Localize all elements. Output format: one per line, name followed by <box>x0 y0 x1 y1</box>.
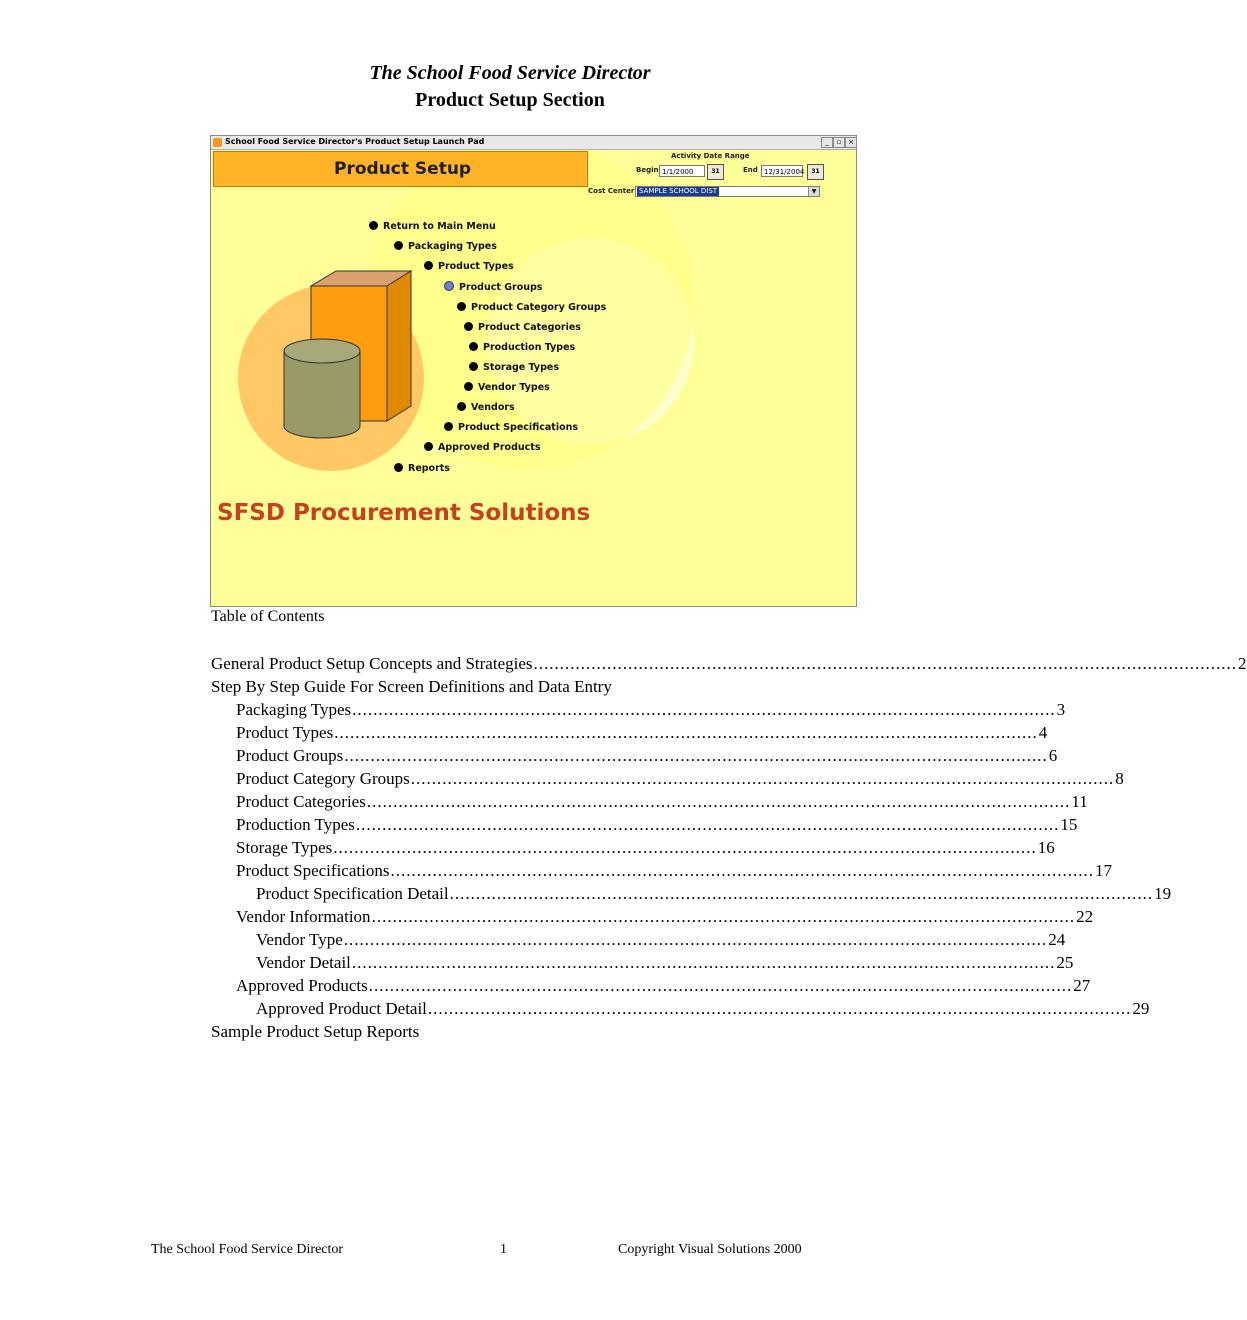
footer-right: Copyright Visual Solutions 2000 <box>618 1242 802 1257</box>
bullet-icon <box>469 362 478 371</box>
toc-entry[interactable]: Product Groups ...................................................................................................................................... 6 <box>236 746 1058 765</box>
brand-logo-text: SFSD Procurement Solutions <box>217 500 591 526</box>
footer-page-number: 1 <box>500 1242 507 1257</box>
product-setup-header <box>213 151 588 187</box>
begin-label: Begin <box>636 166 659 174</box>
toc-entry[interactable]: Approved Product Detail ...................................................................................................................................... 29 <box>256 999 1150 1018</box>
menu-item-product-categories[interactable]: Product Categories <box>464 322 581 333</box>
bullet-icon <box>424 442 433 451</box>
bullet-icon <box>457 302 466 311</box>
toc-entry[interactable]: Packaging Types ...................................................................................................................................... 3 <box>236 700 1066 719</box>
minimize-button[interactable]: _ <box>821 137 833 148</box>
toc-leader: ...................................................................................................................................... <box>344 746 1048 765</box>
toc-entry[interactable]: Sample Product Setup Reports <box>211 1022 420 1041</box>
menu-item-product-groups[interactable]: Product Groups <box>444 281 542 293</box>
toc-entry[interactable]: Product Specification Detail ...................................................................................................................................... 19 <box>256 884 1172 903</box>
toc-leader: ...................................................................................................................................... <box>334 723 1038 742</box>
bullet-icon-selected <box>444 281 454 291</box>
toc-heading: Table of Contents <box>211 608 325 625</box>
end-calendar-button[interactable]: 31 <box>807 164 824 180</box>
toc-leader: ...................................................................................................................................... <box>352 700 1056 719</box>
menu-item-vendor-types[interactable]: Vendor Types <box>464 382 550 393</box>
app-window-screenshot <box>210 135 857 607</box>
document-title: The School Food Service Director <box>369 62 651 84</box>
bullet-icon <box>394 241 403 250</box>
toc-leader: ...................................................................................................................................... <box>533 654 1238 673</box>
toc-entry[interactable]: Vendor Type ...................................................................................................................................... 24 <box>256 930 1066 949</box>
bullet-icon <box>394 463 403 472</box>
box-and-cylinder-icon <box>281 261 451 461</box>
cost-center-select[interactable] <box>635 186 820 197</box>
toc-entry[interactable]: Production Types ...................................................................................................................................... 15 <box>236 815 1078 834</box>
bullet-icon <box>424 261 433 270</box>
activity-date-range-label: Activity Date Range <box>671 152 750 160</box>
toc-entry[interactable]: Vendor Detail ...................................................................................................................................... 25 <box>256 953 1074 972</box>
product-setup-title: Product Setup <box>334 159 472 179</box>
app-window-title: School Food Service Director's Product Setup Launch Pad <box>225 137 485 146</box>
menu-item-reports[interactable]: Reports <box>394 463 450 474</box>
toc-leader: ...................................................................................................................................... <box>343 930 1048 949</box>
menu-item-storage-types[interactable]: Storage Types <box>469 362 559 373</box>
toc-entry[interactable]: Step By Step Guide For Screen Definitions and Data Entry <box>211 677 612 696</box>
bullet-icon <box>464 382 473 391</box>
toc-entry[interactable]: Product Specifications ...................................................................................................................................... 17 <box>236 861 1112 880</box>
menu-item-production-types[interactable]: Production Types <box>469 342 575 353</box>
end-label: End <box>743 166 758 174</box>
toc-leader: ...................................................................................................................................... <box>427 999 1132 1018</box>
toc-entry[interactable]: Product Categories ...................................................................................................................................... 11 <box>236 792 1088 811</box>
chevron-down-icon[interactable]: ▼ <box>808 187 819 196</box>
toc-entry[interactable]: Product Category Groups ...................................................................................................................................... 8 <box>236 769 1124 788</box>
toc-entry[interactable]: Vendor Information ...................................................................................................................................... 22 <box>236 907 1094 926</box>
toc-leader: ...................................................................................................................................... <box>390 861 1094 880</box>
toc-leader: ...................................................................................................................................... <box>366 792 1071 811</box>
app-icon <box>213 138 222 147</box>
toc-entry[interactable]: General Product Setup Concepts and Strategies ...................................................................................................................................... 2 <box>211 654 1247 673</box>
end-date-input[interactable]: 12/31/2004 <box>761 165 803 177</box>
toc-leader: ...................................................................................................................................... <box>333 838 1037 857</box>
bullet-icon <box>369 221 378 230</box>
toc-entry[interactable]: Product Types ...................................................................................................................................... 4 <box>236 723 1048 742</box>
menu-item-product-types[interactable]: Product Types <box>424 261 514 272</box>
menu-item-vendors[interactable]: Vendors <box>457 402 515 413</box>
menu-item-approved-products[interactable]: Approved Products <box>424 442 540 453</box>
close-button[interactable]: × <box>845 137 857 148</box>
toc-entry[interactable]: Approved Products ...................................................................................................................................... 27 <box>236 976 1091 995</box>
toc-leader: ...................................................................................................................................... <box>351 953 1056 972</box>
bullet-icon <box>457 402 466 411</box>
toc-leader: ...................................................................................................................................... <box>410 769 1115 788</box>
bullet-icon <box>469 342 478 351</box>
toc-leader: ...................................................................................................................................... <box>368 976 1073 995</box>
app-title-bar <box>211 136 856 150</box>
menu-item-product-specifications[interactable]: Product Specifications <box>444 422 578 433</box>
toc-entry[interactable]: Storage Types ...................................................................................................................................... 16 <box>236 838 1055 857</box>
toc-leader: ...................................................................................................................................... <box>371 907 1076 926</box>
menu-item-product-category-groups[interactable]: Product Category Groups <box>457 302 606 313</box>
toc-leader: ...................................................................................................................................... <box>355 815 1060 834</box>
bullet-icon <box>444 422 453 431</box>
document-subtitle: Product Setup Section <box>415 89 605 111</box>
cost-center-value: SAMPLE SCHOOL DIST <box>639 187 718 195</box>
begin-calendar-button[interactable]: 31 <box>707 164 724 180</box>
menu-item-packaging-types[interactable]: Packaging Types <box>394 241 497 252</box>
begin-date-input[interactable]: 1/1/2000 <box>659 165 705 177</box>
footer-left: The School Food Service Director <box>151 1242 344 1257</box>
cost-center-label: Cost Center <box>588 187 635 195</box>
bullet-icon <box>464 322 473 331</box>
toc-leader: ...................................................................................................................................... <box>449 884 1154 903</box>
menu-item-return-to-main-menu[interactable]: Return to Main Menu <box>369 221 496 232</box>
maximize-button[interactable]: ▫ <box>833 137 845 148</box>
